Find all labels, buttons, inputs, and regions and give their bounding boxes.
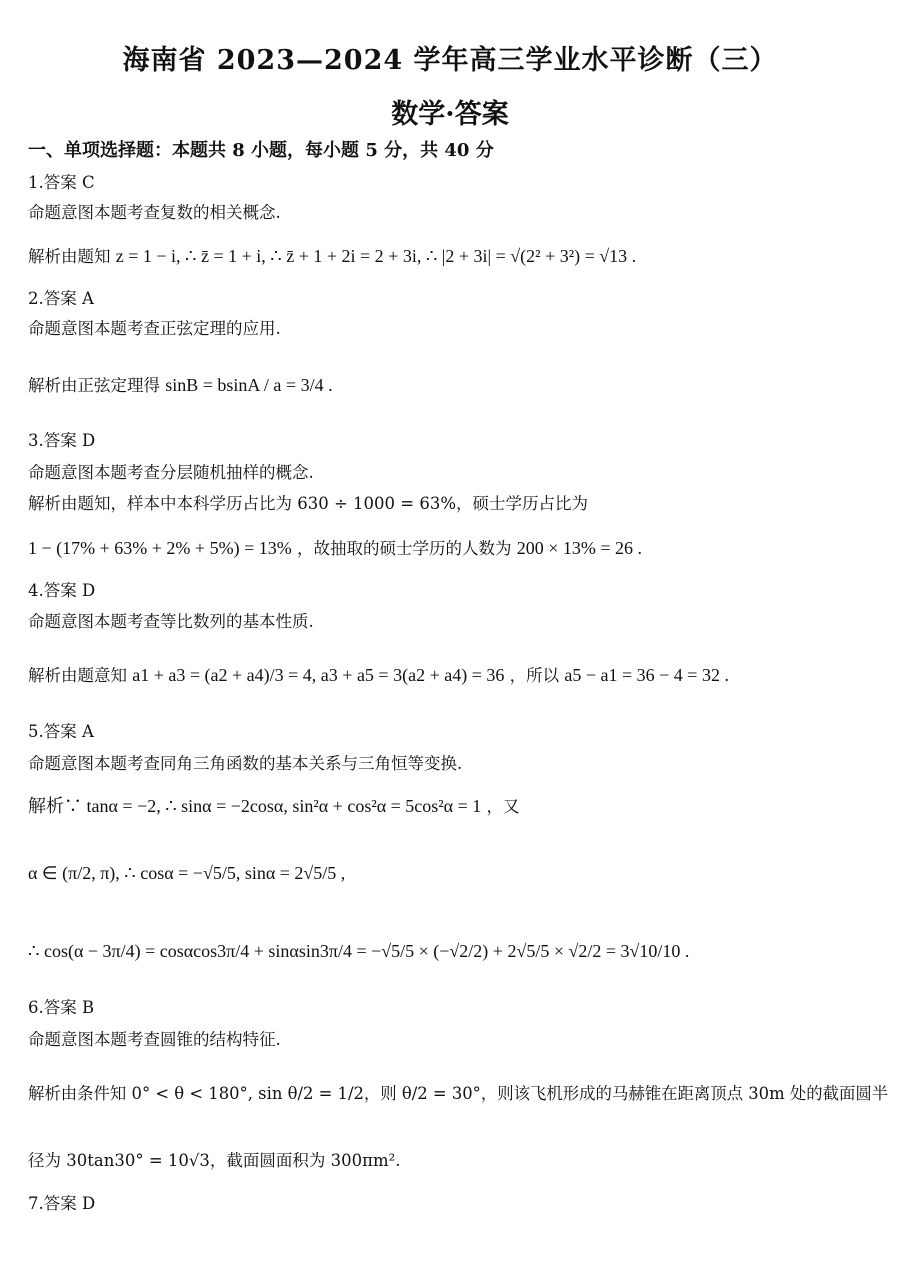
page-subtitle: 数学·答案	[391, 99, 509, 130]
q6-answer: 6.答案 B	[28, 998, 95, 1017]
q5-analysis-line1	[28, 795, 520, 818]
q5-answer: 5.答案 A	[28, 722, 94, 741]
q4-answer: 4.答案 D	[28, 581, 96, 600]
q4-analysis	[28, 664, 729, 687]
q6-intent: 命题意图本题考查圆锥的结构特征.	[28, 1030, 281, 1049]
q4-analysis-prefix: 解析由题意知	[28, 666, 127, 685]
q2-analysis-prefix: 解析由正弦定理得	[28, 376, 160, 395]
q3-expression: 1 − (17% + 63% + 2% + 5%) = 13%	[28, 538, 292, 558]
q5-text: ，又	[486, 797, 520, 816]
q4-expression: a1 + a3 = (a2 + a4)/3 = 4, a3 + a5 = 3(a2 + a4) = 36	[132, 665, 505, 685]
q3-result: 200 × 13% = 26 .	[516, 538, 643, 558]
page-title: 海南省 2023—2024 学年高三学业水平诊断（三）	[122, 45, 778, 76]
q2-expression: sinB = bsinA / a = 3/4 .	[165, 375, 333, 395]
q4-text: ，所以	[509, 666, 560, 685]
q3-intent: 命题意图本题考查分层随机抽样的概念.	[28, 463, 314, 482]
q7-answer: 7.答案 D	[28, 1194, 96, 1213]
q1-answer: 1.答案 C	[28, 173, 95, 192]
q1-expression: z = 1 − i, ∴ z̄ = 1 + i, ∴ z̄ + 1 + 2i = 2 + 3i, ∴ |2 + 3i| = √(2² + 3²) = √13 .	[115, 246, 637, 266]
q5-analysis-line2	[28, 862, 345, 885]
q4-intent: 命题意图本题考查等比数列的基本性质.	[28, 612, 314, 631]
q5-expression-3: ∴ cos(α − 3π/4) = cosαcos3π/4 + sinαsin3π/4 = −√5/5 × (−√2/2) + 2√5/5 × √2/2 = 3√10/10 .	[28, 941, 690, 961]
q2-intent: 命题意图本题考查正弦定理的应用.	[28, 319, 281, 338]
q5-expression-2: α ∈ (π/2, π), ∴ cosα = −√5/5, sinα = 2√5/5 ,	[28, 863, 346, 883]
section-heading: 一、单项选择题：本题共 8 小题，每小题 5 分，共 40 分	[28, 140, 494, 161]
q3-answer: 3.答案 D	[28, 431, 96, 450]
q2-analysis	[28, 374, 333, 397]
q6-analysis-line1: 解析由条件知 0° < θ < 180°, sin θ/2 = 1/2，则 θ/2 = 30°，则该飞机形成的马赫锥在距离顶点 30m 处的截面圆半	[28, 1084, 889, 1103]
q1-analysis-prefix: 解析由题知	[28, 247, 111, 266]
q3-analysis-line2	[28, 537, 642, 560]
q1-intent: 命题意图本题考查复数的相关概念.	[28, 203, 281, 222]
q2-answer: 2.答案 A	[28, 289, 94, 308]
q3-text: ，故抽取的硕士学历的人数为	[296, 539, 512, 558]
q3-analysis-line1: 解析由题知，样本中本科学历占比为 630 ÷ 1000 = 63%，硕士学历占比为	[28, 494, 589, 513]
q5-expression-1: 解析∵ tanα = −2, ∴ sinα = −2cosα, sin²α + cos²α = 5cos²α = 1	[28, 796, 482, 816]
q5-analysis-line3	[28, 940, 689, 963]
q6-analysis-line2: 径为 30tan30° = 10√3，截面圆面积为 300πm².	[28, 1151, 401, 1170]
q1-analysis	[28, 245, 636, 268]
q4-result: a5 − a1 = 36 − 4 = 32 .	[564, 665, 729, 685]
q5-intent: 命题意图本题考查同角三角函数的基本关系与三角恒等变换.	[28, 754, 463, 773]
